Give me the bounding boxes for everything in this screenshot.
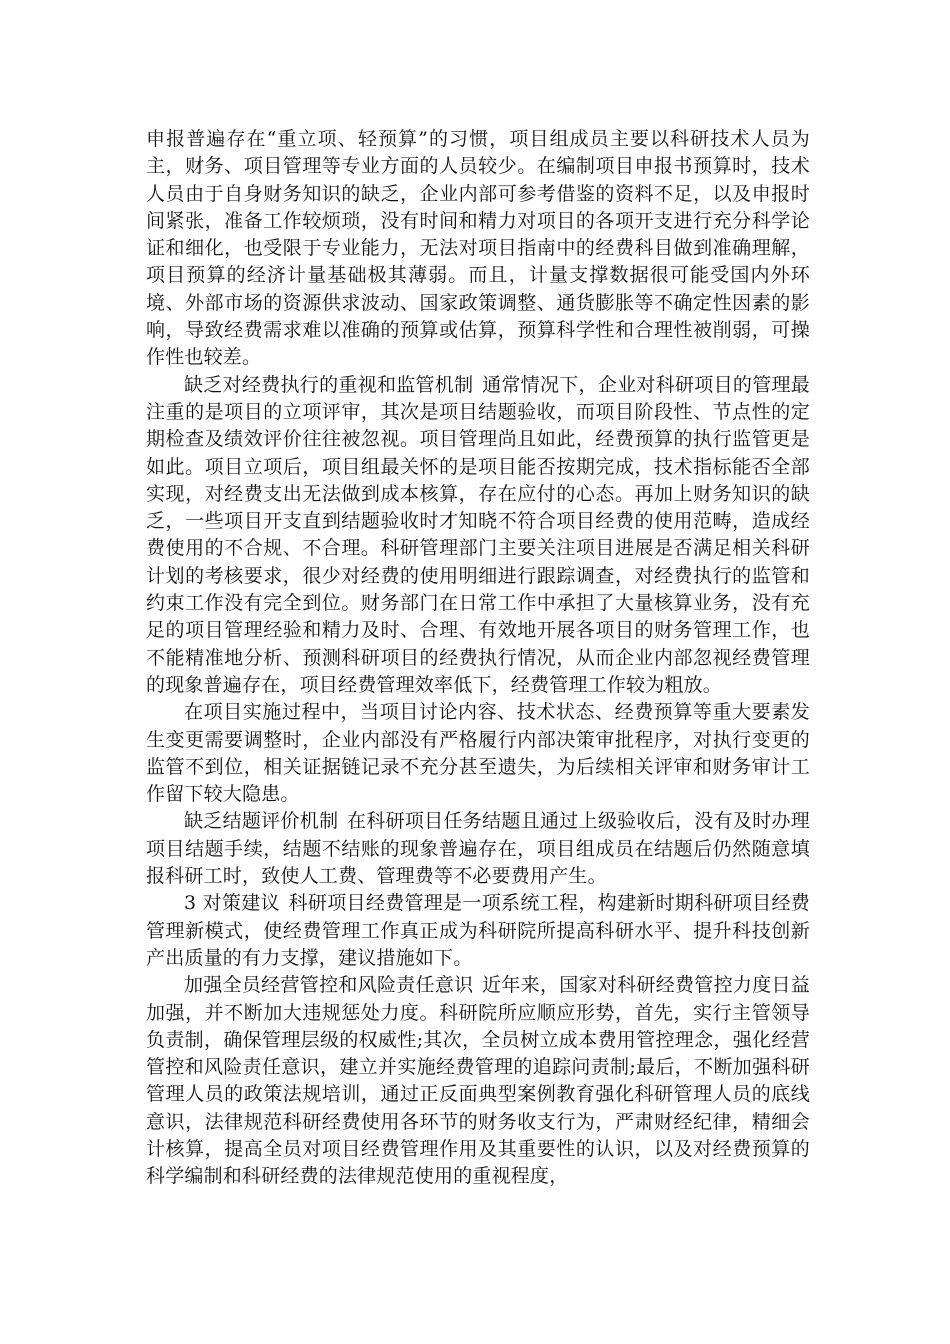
paragraph-text: 近年来，国家对科研经费管控力度日益加强，并不断加大违规惩处力度。科研院所应顺应形势，首先，实行主管领导负责制，确保管理层级的权威性;其次，全员树立成本费用管控理念，强化经营管控和风险责任意识，建立并实施经费管理的追踪问责制;最后，不断加强科研管理人员的政策法规培训，通过正反面典型案例教育强化科研管理人员的底线意识，法律规范科研经费使用各环节的财务收支行为，严肃财经纪律，精细会计核算，提高全员对项目经费管理作用及其重要性的认识，以及对经费预算的科学编制和科研经费的法律规范使用的重视程度， xyxy=(146,974,810,1188)
section-heading: 缺乏对经费执行的重视和监管机制 xyxy=(184,373,474,396)
paragraph-text: 科研项目经费管理是一项系统工程，构建新时期科研项目经费管理新模式，使经费管理工作真正成为科研院所提高科研水平、提升科技创新产出质量的有力支撑，建议措施如下。 xyxy=(146,892,810,969)
paragraph-text: 申报普遍存在“重立项、轻预算”的习惯，项目组成员主要以科研技术人员为主，财务、项目管理等专业方面的人员较少。在编制项目申报书预算时，技术人员由于自身财务知识的缺乏，企业内部可参考借鉴的资料不足，以及申报时间紧张，准备工作较烦琐，没有时间和精力对项目的各项开支进行充分科学论证和细化，也受限于专业能力，无法对项目指南中的经费科目做到准确理解，项目预算的经济计量基础极其薄弱。而且，计量支撑数据很可能受国内外环境、外部市场的资源供求波动、国家政策调整、通货膨胀等不确定性因素的影响，导致经费需求难以准确的预算或估算，预算科学性和合理性被削弱，可操作性也较差。 xyxy=(146,128,810,369)
paragraph-closing-evaluation xyxy=(146,808,810,890)
paragraph-execution-supervision xyxy=(146,372,810,700)
paragraph-budget-issues xyxy=(146,126,810,372)
document-page xyxy=(146,126,810,1191)
paragraph-text: 在项目实施过程中，当项目讨论内容、技术状态、经费预算等重大要素发生变更需要调整时，企业内部没有严格履行内部决策审批程序，对执行变更的监管不到位，相关证据链记录不充分甚至遗失，为后续相关评审和财务审计工作留下较大隐患。 xyxy=(146,701,810,806)
paragraph-risk-awareness xyxy=(146,972,810,1190)
paragraph-text: 在科研项目任务结题且通过上级验收后，没有及时办理项目结题手续，结题不结账的现象普遍存在，项目组成员在结题后仍然随意填报科研工时，致使人工费、管理费等不必要费用产生。 xyxy=(146,810,810,888)
paragraph-countermeasures xyxy=(146,890,810,972)
paragraph-change-approval xyxy=(146,699,810,808)
paragraph-text: 通常情况下，企业对科研项目的管理最注重的是项目的立项评审，其次是项目结题验收，而项目阶段性、节点性的定期检查及绩效评价往往被忽视。项目管理尚且如此，经费预算的执行监管更是如此。项目立项后，项目组最关怀的是项目能否按期完成，技术指标能否全部实现，对经费支出无法做到成本核算，存在应付的心态。再加上财务知识的缺乏，一些项目开支直到结题验收时才知晓不符合项目经费的使用范畴，造成经费使用的不合规、不合理。科研管理部门主要关注项目进展是否满足相关科研计划的考核要求，很少对经费的使用明细进行跟踪调查，对经费执行的监管和约束工作没有完全到位。财务部门在日常工作中承担了大量核算业务，没有充足的项目管理经验和精力及时、合理、有效地开展各项目的财务管理工作，也不能精准地分析、预测科研项目的经费执行情况，从而企业内部忽视经费管理的现象普遍存在，项目经费管理效率低下，经费管理工作较为粗放。 xyxy=(146,373,810,696)
section-heading: 加强全员经营管控和风险责任意识 xyxy=(184,974,474,997)
section-heading: 3 对策建议 xyxy=(184,892,280,915)
section-heading: 缺乏结题评价机制 xyxy=(184,810,339,833)
